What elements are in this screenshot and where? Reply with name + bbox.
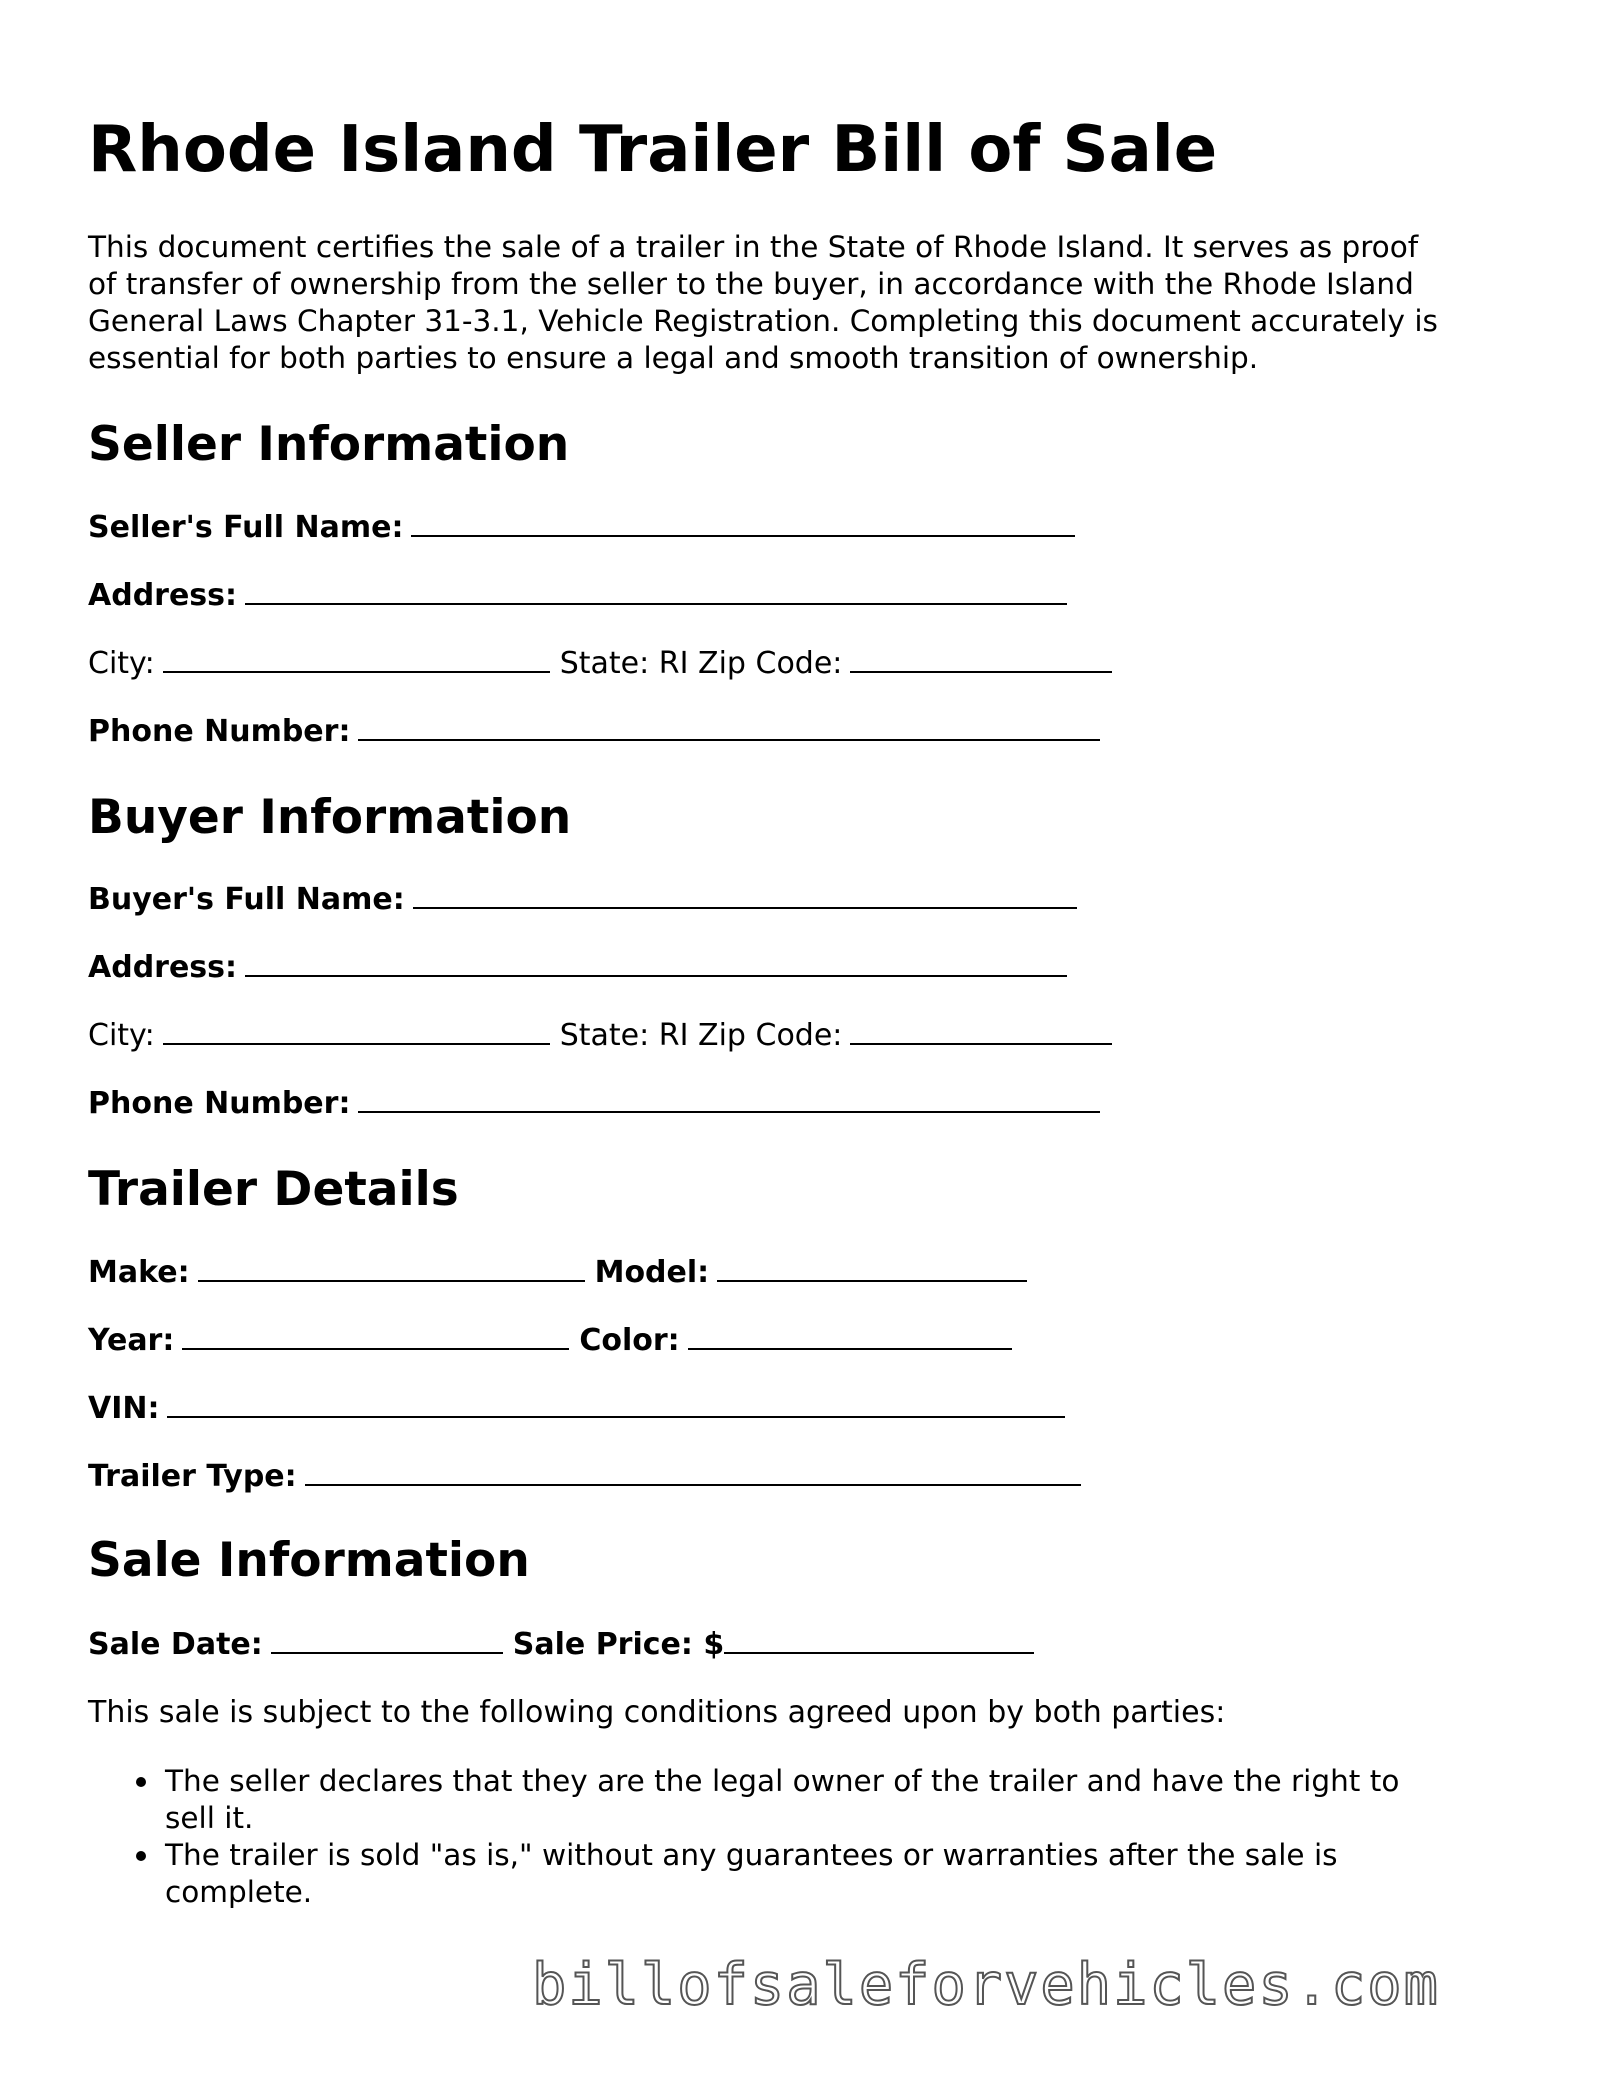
seller-city-label: City: — [88, 646, 155, 681]
year-field[interactable] — [182, 1322, 569, 1350]
condition-text: The seller declares that they are the legal owner of the trailer and have the right to — [165, 1764, 1400, 1798]
trailer-make-row — [88, 1253, 1027, 1293]
buyer-city-field[interactable] — [163, 1017, 550, 1045]
seller-heading: Seller Information — [88, 417, 570, 472]
condition-text: sell it. — [165, 1801, 254, 1835]
list-item — [88, 1837, 1528, 1911]
buyer-phone-field[interactable] — [358, 1085, 1100, 1113]
sale-price-label: Sale Price: $ — [512, 1627, 725, 1662]
sale-price-field[interactable] — [724, 1626, 1034, 1654]
intro-paragraph — [88, 229, 1528, 377]
make-label: Make: — [88, 1255, 190, 1290]
intro-line: This document certifies the sale of a trailer in the State of Rhode Island. It serves as proof — [88, 230, 1419, 264]
seller-address-row — [88, 576, 1067, 616]
bullet-icon — [136, 1851, 146, 1861]
seller-state-label: State: RI — [559, 646, 689, 681]
sale-date-field[interactable] — [271, 1626, 503, 1654]
buyer-name-row — [88, 880, 1077, 920]
seller-phone-field[interactable] — [358, 713, 1100, 741]
seller-address-label: Address: — [88, 578, 238, 613]
buyer-phone-row — [88, 1084, 1100, 1124]
sale-date-price-row — [88, 1625, 1034, 1665]
seller-zip-field[interactable] — [850, 645, 1112, 673]
seller-zip-label: Zip Code: — [698, 646, 843, 681]
intro-line: General Laws Chapter 31-3.1, Vehicle Registration. Completing this document accurately is — [88, 304, 1438, 338]
buyer-address-label: Address: — [88, 950, 238, 985]
seller-name-field[interactable] — [411, 509, 1075, 537]
model-field[interactable] — [717, 1254, 1027, 1282]
sale-heading: Sale Information — [88, 1533, 530, 1588]
watermark-text: billofsaleforvehicles.com — [532, 1952, 1440, 2018]
buyer-name-label: Buyer's Full Name: — [88, 882, 405, 917]
buyer-heading: Buyer Information — [88, 790, 572, 845]
model-label: Model: — [594, 1255, 710, 1290]
make-field[interactable] — [198, 1254, 585, 1282]
conditions-intro: This sale is subject to the following conditions agreed upon by both parties: — [88, 1695, 1226, 1730]
condition-text: complete. — [165, 1875, 313, 1909]
vin-label: VIN: — [88, 1391, 160, 1426]
page-title: Rhode Island Trailer Bill of Sale — [88, 113, 1218, 187]
trailer-type-label: Trailer Type: — [88, 1459, 297, 1494]
color-label: Color: — [579, 1323, 680, 1358]
conditions-list — [88, 1763, 1528, 1911]
list-item — [88, 1763, 1528, 1837]
buyer-city-row — [88, 1016, 1112, 1056]
intro-line: essential for both parties to ensure a legal and smooth transition of ownership. — [88, 341, 1259, 375]
seller-name-row — [88, 508, 1075, 548]
trailer-type-field[interactable] — [305, 1458, 1081, 1486]
buyer-phone-label: Phone Number: — [88, 1086, 351, 1121]
buyer-name-field[interactable] — [413, 881, 1077, 909]
color-field[interactable] — [688, 1322, 1012, 1350]
buyer-address-field[interactable] — [245, 949, 1067, 977]
seller-city-field[interactable] — [163, 645, 550, 673]
intro-line: of transfer of ownership from the seller to the buyer, in accordance with the Rhode Island — [88, 267, 1414, 301]
vin-field[interactable] — [167, 1390, 1065, 1418]
buyer-address-row — [88, 948, 1067, 988]
trailer-type-row — [88, 1457, 1081, 1497]
seller-address-field[interactable] — [245, 577, 1067, 605]
trailer-year-row — [88, 1321, 1012, 1361]
bullet-icon — [136, 1777, 146, 1787]
sale-date-label: Sale Date: — [88, 1627, 263, 1662]
seller-name-label: Seller's Full Name: — [88, 510, 404, 545]
seller-city-row — [88, 644, 1112, 684]
condition-text: The trailer is sold "as is," without any guarantees or warranties after the sale is — [165, 1838, 1338, 1872]
trailer-vin-row — [88, 1389, 1065, 1429]
buyer-zip-label: Zip Code: — [698, 1018, 843, 1053]
trailer-heading: Trailer Details — [88, 1162, 459, 1217]
seller-phone-label: Phone Number: — [88, 714, 351, 749]
buyer-city-label: City: — [88, 1018, 155, 1053]
year-label: Year: — [88, 1323, 175, 1358]
buyer-zip-field[interactable] — [850, 1017, 1112, 1045]
seller-phone-row — [88, 712, 1100, 752]
buyer-state-label: State: RI — [559, 1018, 689, 1053]
